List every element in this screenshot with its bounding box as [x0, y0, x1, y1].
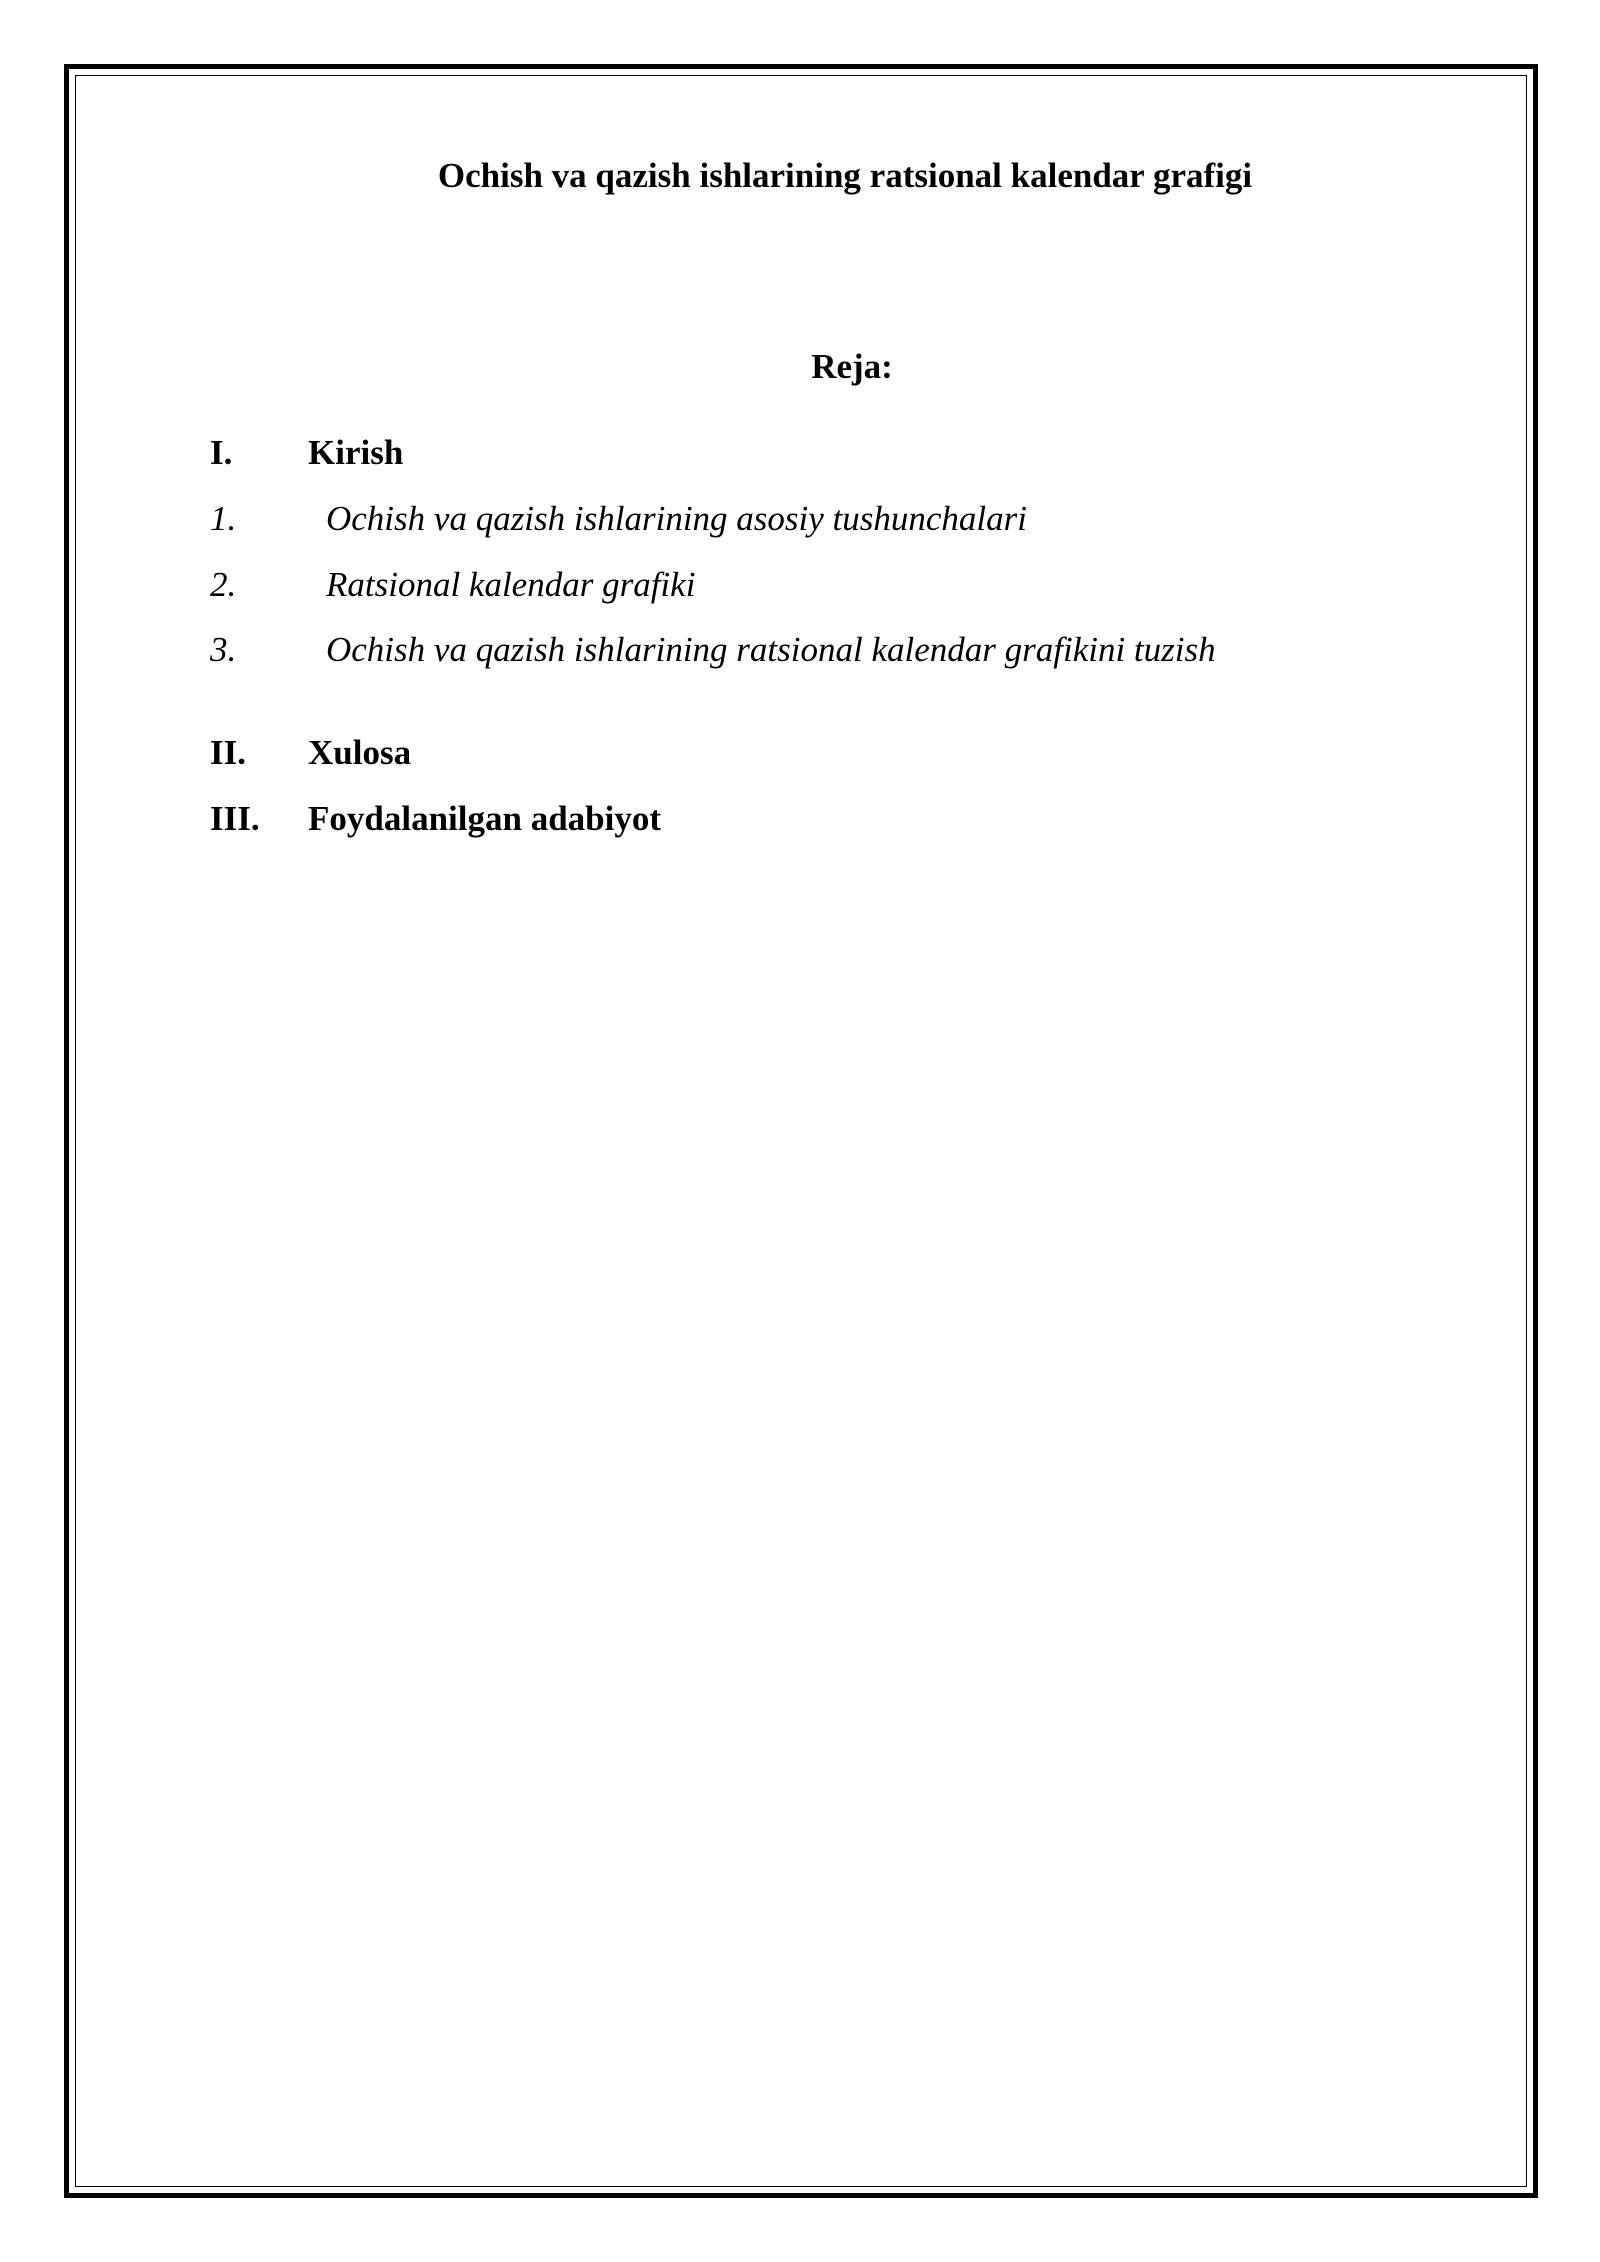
plan-item-number: I. [210, 433, 233, 472]
plan-subitem-number: 3. [210, 630, 237, 669]
document-title: Ochish va qazish ishlarining ratsional kalendar grafigi [437, 156, 1253, 195]
plan-item-label: Foydalanilgan adabiyot [308, 799, 662, 838]
plan-heading: Reja: [811, 347, 893, 386]
plan-subitem-label: Ochish va qazish ishlarining ratsional kalendar grafikini tuzish [326, 630, 1216, 669]
plan-item-label: Kirish [308, 433, 404, 472]
plan-subitem-label: Ratsional kalendar grafiki [326, 565, 696, 604]
plan-item-label: Xulosa [308, 733, 412, 772]
plan-subitem-number: 1. [210, 499, 237, 538]
plan-item-number: III. [210, 799, 260, 838]
plan-subitem-label: Ochish va qazish ishlarining asosiy tushunchalari [326, 499, 1027, 538]
page-border-inner [75, 75, 1527, 2187]
plan-subitem-number: 2. [210, 565, 237, 604]
plan-item-number: II. [210, 733, 246, 772]
